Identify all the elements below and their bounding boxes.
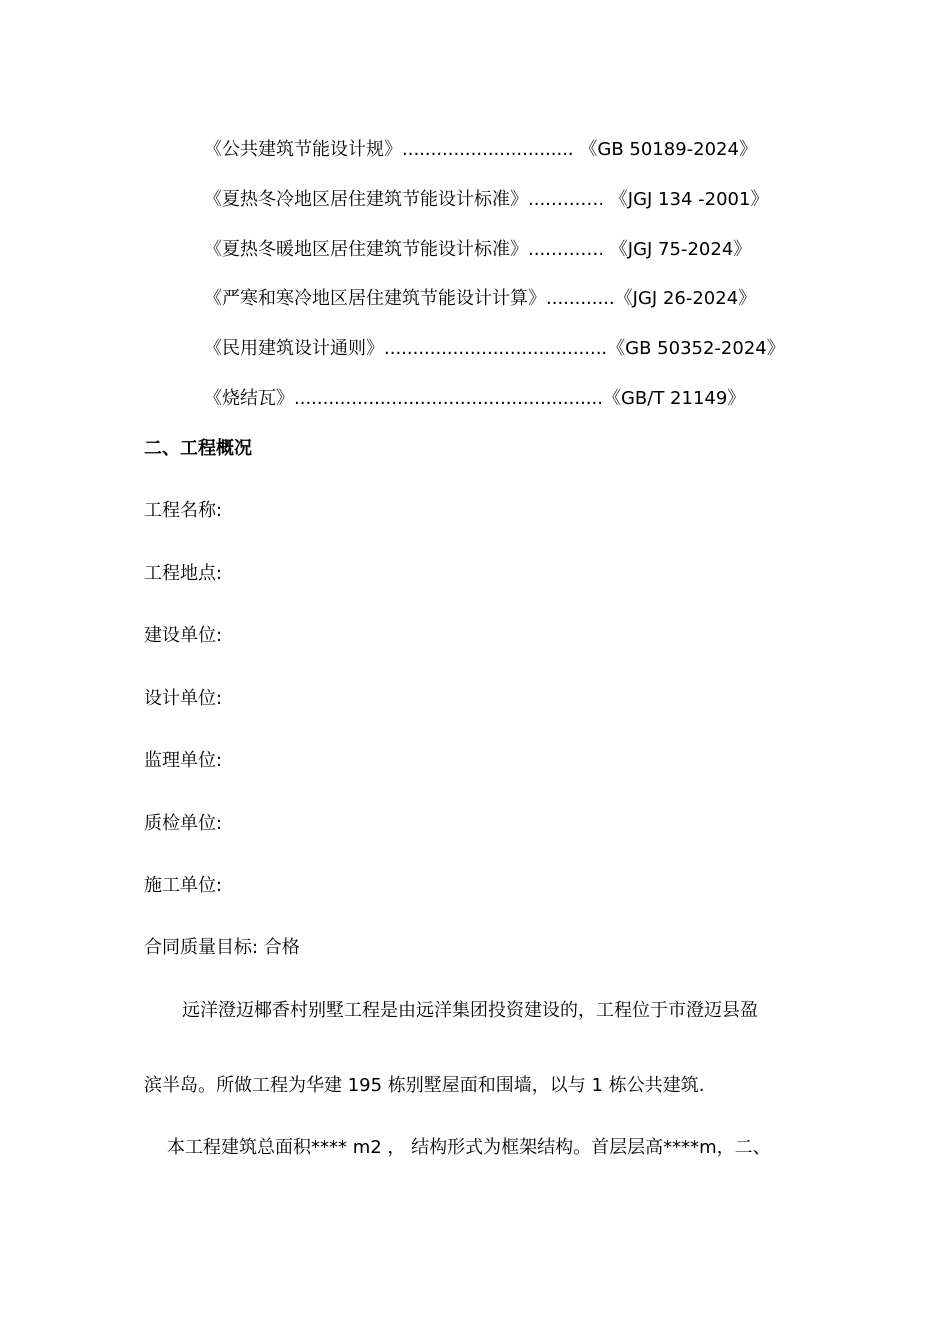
field-label-supervision-unit: 监理单位: bbox=[144, 750, 223, 771]
paragraph-line: 滨半岛。所做工程为华建 195 栋别墅屋面和围墙，以与 1 栋公共建筑. bbox=[144, 1075, 705, 1096]
section-title: 二、工程概况 bbox=[144, 438, 252, 459]
standard-item: 《民用建筑设计通则》.......................................《GB 50352-2024》 bbox=[204, 338, 785, 359]
paragraph-line: 本工程建筑总面积**** m2 ， 结构形式为框架结构。首层层高****m，二、 bbox=[167, 1137, 771, 1158]
standard-item: 《严寒和寒冷地区居住建筑节能设计计算》............《JGJ 26-2024》 bbox=[204, 288, 757, 309]
field-label-design-unit: 设计单位: bbox=[144, 688, 223, 709]
standard-item: 《夏热冬暖地区居住建筑节能设计标准》....…..…. 《JGJ 75-2024》 bbox=[204, 239, 752, 260]
field-label-project-location: 工程地点: bbox=[144, 563, 223, 584]
field-label-contractor-unit: 施工单位: bbox=[144, 875, 223, 896]
standard-item: 《烧结瓦》......................................................《GB/T 21149》 bbox=[204, 388, 746, 409]
standard-item: 《公共建筑节能设计规》.............................. 《GB 50189-2024》 bbox=[204, 139, 757, 160]
standard-item: 《夏热冬冷地区居住建筑节能设计标准》....…..…. 《JGJ 134 -2001》 bbox=[204, 189, 769, 210]
field-label-quality-inspection-unit: 质检单位: bbox=[144, 813, 223, 834]
field-label-project-name: 工程名称: bbox=[144, 500, 223, 521]
quality-goal: 合同质量目标: 合格 bbox=[144, 937, 300, 958]
field-label-construction-unit: 建设单位: bbox=[144, 625, 223, 646]
paragraph-line: 远洋澄迈椰香村别墅工程是由远洋集团投资建设的，工程位于市澄迈县盈 bbox=[182, 1000, 758, 1021]
